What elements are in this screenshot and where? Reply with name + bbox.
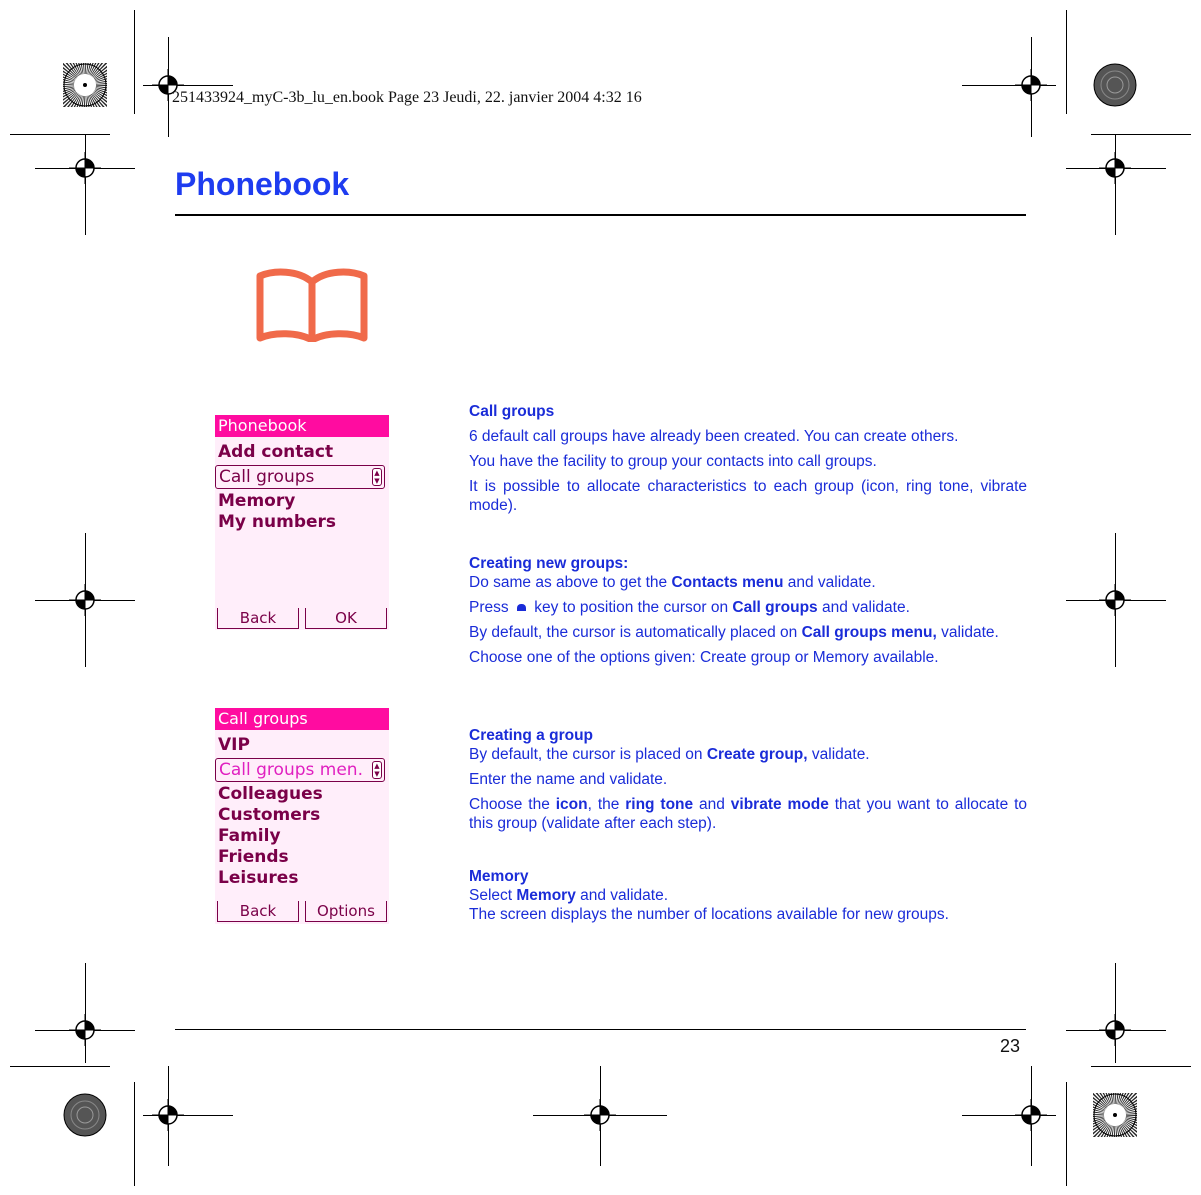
back-softkey[interactable]: Back — [217, 901, 299, 922]
star-rosette-icon — [1093, 63, 1137, 107]
registration-cross-icon — [1099, 152, 1131, 184]
menu-item[interactable]: My numbers — [218, 512, 337, 532]
menu-item[interactable]: Colleagues — [218, 784, 323, 804]
title-divider — [175, 214, 1026, 216]
paragraph: Enter the name and validate. — [469, 771, 668, 788]
softkey-bar — [215, 901, 389, 923]
section-creating-a-group — [469, 726, 1027, 833]
scroll-indicator-icon: ▲ ▼ — [372, 468, 382, 486]
navigation-key-icon — [517, 604, 526, 611]
menu-item-label: Call groups — [219, 467, 315, 487]
back-softkey[interactable]: Back — [217, 608, 299, 629]
paragraph: It is possible to allocate characteristics to each group (icon, ring tone, vibrate mode). — [469, 478, 1027, 514]
section-heading: Creating new groups: — [469, 555, 629, 572]
paragraph: You have the facility to group your contacts into call groups. — [469, 453, 877, 470]
registration-cross-icon — [584, 1099, 616, 1131]
softkey-bar — [215, 608, 389, 630]
menu-item[interactable]: VIP — [218, 735, 250, 755]
ok-softkey[interactable]: OK — [305, 608, 387, 629]
registration-cross-icon — [152, 1099, 184, 1131]
section-creating-new-groups — [469, 554, 1027, 667]
star-rosette-icon — [1093, 1093, 1137, 1137]
registration-cross-icon — [69, 584, 101, 616]
menu-item[interactable]: Family — [218, 826, 281, 846]
paragraph: By default, the cursor is placed on Create group, validate. — [469, 746, 870, 763]
menu-item[interactable]: Leisures — [218, 868, 299, 888]
paragraph: Do same as above to get the Contacts menu and validate. — [469, 574, 876, 591]
screen-title: Call groups — [215, 708, 389, 730]
menu-item-selected[interactable] — [215, 758, 385, 782]
menu-item[interactable]: Memory — [218, 491, 296, 511]
registration-cross-icon — [1099, 1014, 1131, 1046]
menu-item[interactable]: Add contact — [218, 442, 334, 462]
section-heading: Call groups — [469, 403, 555, 420]
section-heading: Memory — [469, 868, 529, 885]
paragraph: Choose the icon, the ring tone and vibrate mode that you want to allocate to this group (validate after each step). — [469, 796, 1028, 832]
section-memory — [469, 867, 1027, 924]
section-call-groups — [469, 402, 1027, 515]
section-heading: Creating a group — [469, 727, 594, 744]
registration-cross-icon — [1015, 1099, 1047, 1131]
paragraph: Select Memory and validate. — [469, 887, 669, 904]
page-title: Phonebook — [175, 166, 350, 202]
paragraph: Press key to position the cursor on Call groups and validate. — [469, 599, 910, 616]
paragraph: Choose one of the options given: Create group or Memory available. — [469, 649, 939, 666]
scroll-indicator-icon: ▲ ▼ — [372, 761, 382, 779]
screen-title: Phonebook — [215, 415, 389, 437]
star-rosette-icon — [63, 1093, 107, 1137]
registration-cross-icon — [69, 152, 101, 184]
registration-cross-icon — [1015, 69, 1047, 101]
star-rosette-icon — [63, 63, 107, 107]
options-softkey[interactable]: Options — [305, 901, 387, 922]
menu-item[interactable]: Friends — [218, 847, 289, 867]
phone-screen-call-groups — [215, 708, 389, 924]
paragraph: The screen displays the number of locations available for new groups. — [469, 906, 949, 923]
paragraph: 6 default call groups have already been created. You can create others. — [469, 428, 959, 445]
menu-item-selected[interactable] — [215, 465, 385, 489]
print-header: 251433924_myC-3b_lu_en.book Page 23 Jeudi, 22. janvier 2004 4:32 16 — [172, 89, 642, 106]
book-icon — [254, 268, 370, 342]
menu-item-label: Call groups men. — [219, 760, 363, 780]
page-number: 23 — [1000, 1036, 1021, 1056]
registration-cross-icon — [1099, 584, 1131, 616]
footer-divider — [175, 1029, 1026, 1030]
phone-screen-phonebook — [215, 415, 389, 630]
registration-cross-icon — [69, 1014, 101, 1046]
menu-item[interactable]: Customers — [218, 805, 321, 825]
paragraph: By default, the cursor is automatically placed on Call groups menu, validate. — [469, 624, 999, 641]
